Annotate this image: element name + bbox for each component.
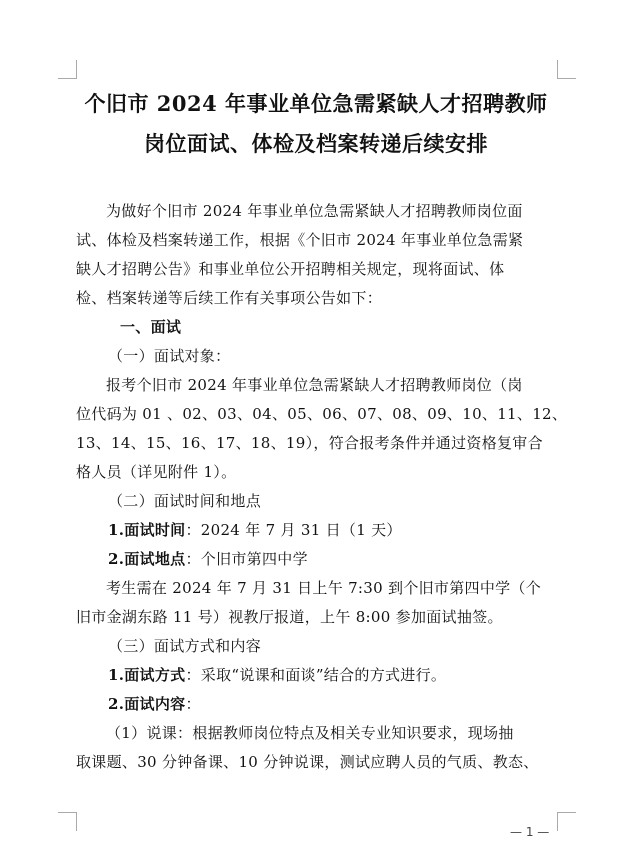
page-number: — 1 — [510,825,550,839]
interview-time-value: ：2024 年 7 月 31 日（1 天） [185,521,402,539]
paragraph-report-line: 旧市金湖东路 11 号）视教厅报道，上午 8:00 参加面试抽签。 [76,608,503,626]
interview-time-label: 1.面试时间 [108,521,186,539]
crop-mark-bottom-right [557,812,576,831]
subsection-heading-time-place: （二）面试时间和地点 [108,492,262,510]
paragraph-lecture-line: （1）说课：根据教师岗位特点及相关专业知识要求，现场抽 [106,724,514,742]
paragraph-intro-line: 为做好个旧市 2024 年事业单位急需紧缺人才招聘教师岗位面 [106,202,523,220]
interview-place-row [76,549,592,569]
interview-method-label: 1.面试方式 [108,666,186,684]
paragraph-candidates-line: 位代码为 01 、02、03、04、05、06、07、08、09、10、11、12、 [76,405,568,423]
crop-mark-bottom-left [58,812,77,831]
paragraph-intro-line: 缺人才招聘公告》和事业单位公开招聘相关规定，现将面试、体 [76,260,505,278]
interview-place-value: ：个旧市第四中学 [185,550,308,568]
interview-time-row [76,520,592,540]
paragraph-candidates-line: 报考个旧市 2024 年事业单位急需紧缺人才招聘教师岗位（岗 [106,376,523,394]
paragraph-lecture-line: 取课题、30 分钟备课、10 分钟说课，测试应聘人员的气质、教态、 [76,753,539,771]
interview-method-value: ：采取“说课和面谈”结合的方式进行。 [185,666,447,684]
interview-method-row [76,665,592,685]
subsection-heading-method: （三）面试方式和内容 [108,637,262,655]
interview-content-label: 2.面试内容 [108,695,186,713]
interview-content-row [76,694,592,714]
paragraph-report-line: 考生需在 2024 年 7 月 31 日上午 7:30 到个旧市第四中学（个 [106,579,542,597]
paragraph-candidates-line: 13、14、15、16、17、18、19），符合报考条件并通过资格复审合 [76,434,543,452]
crop-mark-top-left [58,60,77,79]
paragraph-intro-line: 试、体检及档案转递工作，根据《个旧市 2024 年事业单位急需紧 [76,231,524,249]
interview-content-colon: ： [185,695,201,713]
section-heading-interview: 一、面试 [120,318,182,336]
document-title-line-2: 岗位面试、体检及档案转递后续安排 [144,131,488,156]
paragraph-intro-line: 检、档案转递等后续工作有关事项公告如下： [76,289,383,307]
interview-place-label: 2.面试地点 [108,550,186,568]
subsection-heading-candidates: （一）面试对象： [108,347,231,365]
paragraph-candidates-line: 格人员（详见附件 1）。 [76,463,237,481]
crop-mark-top-right [557,60,576,79]
document-title-line-1: 个旧市 2024 年事业单位急需紧缺人才招聘教师 [84,91,548,116]
